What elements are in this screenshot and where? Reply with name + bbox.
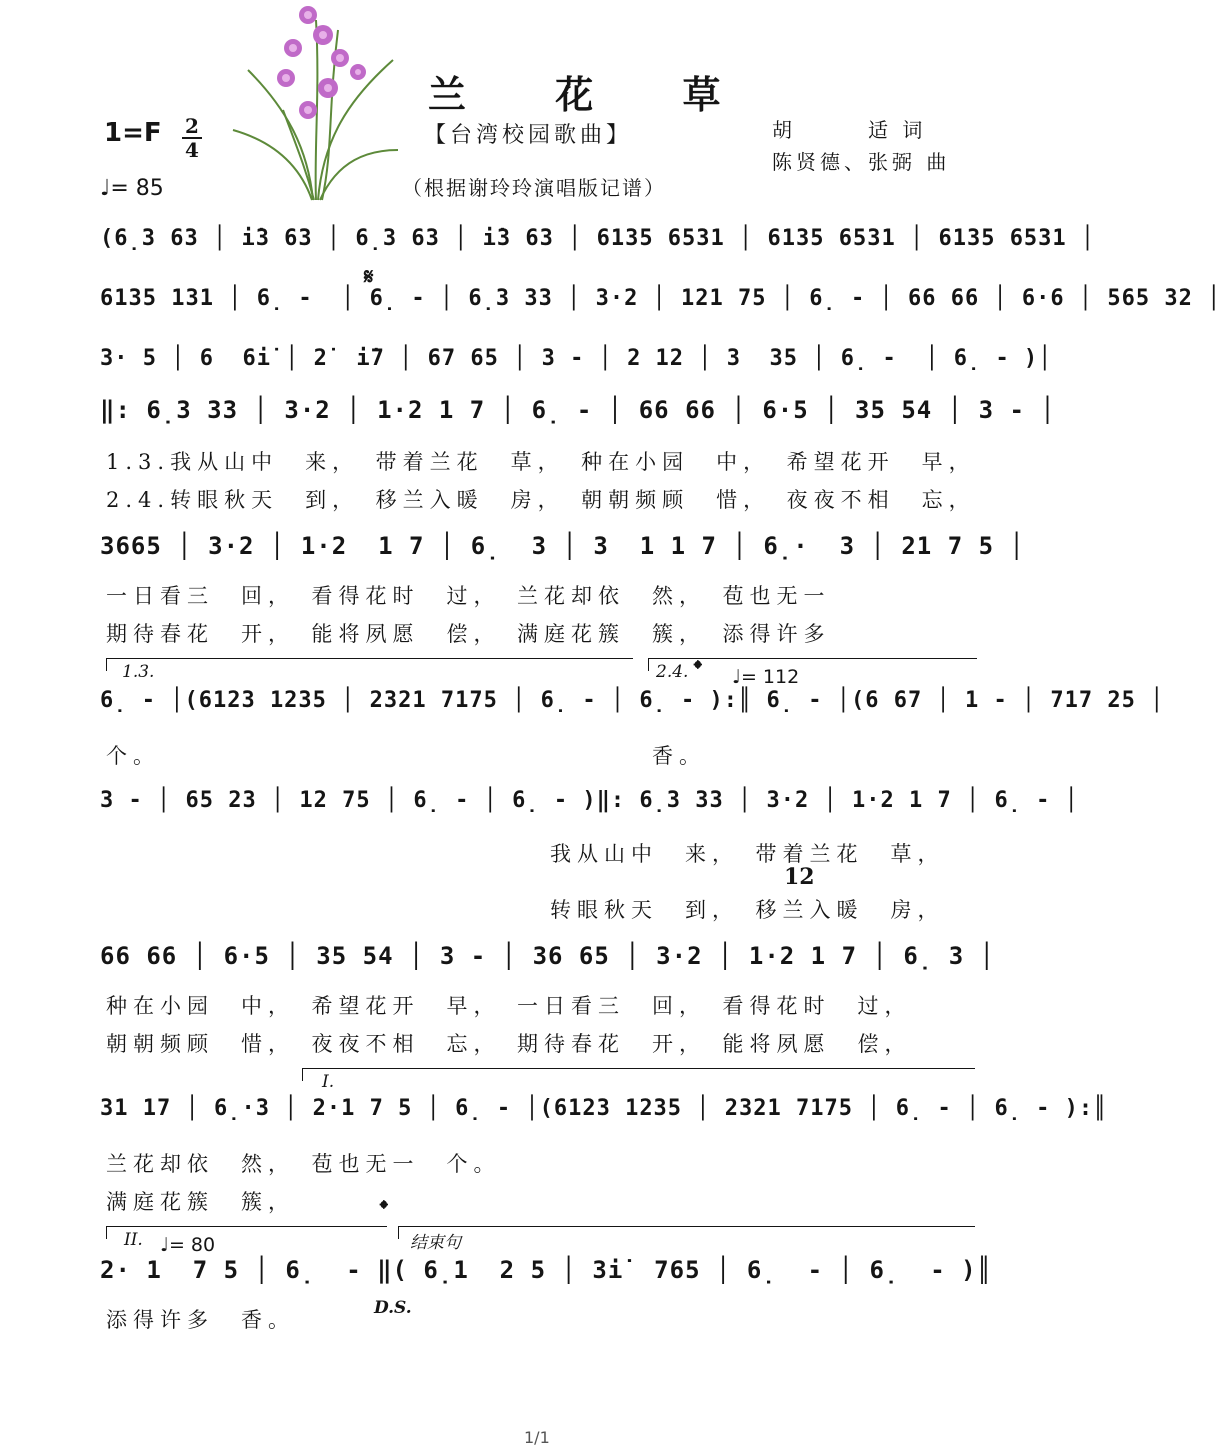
page-number: 1/1 xyxy=(524,1428,550,1447)
tempo-marking: ♩= 85 xyxy=(100,176,164,201)
tempo-change-112: ♩= 112 xyxy=(732,666,800,688)
coda-sign: 𝄌 xyxy=(694,656,702,682)
segno-sign: 𝄋 xyxy=(364,264,374,290)
volta-label-II: II. xyxy=(124,1230,143,1250)
time-signature-bottom: 4 xyxy=(185,138,199,162)
song-title: 兰 花 草 xyxy=(428,72,759,117)
time-signature-top: 2 xyxy=(185,114,199,138)
transcription-note: （根据谢玲玲演唱版记谱） xyxy=(402,176,666,200)
notation-text: 6135 131 │ 6̣ - │ 6̣ - │ 6̣3 33 │ 3·2 │ 121 75 │ 6̣ - │ 66 66 │ 6·6 │ 565 32 │ xyxy=(100,286,1221,311)
lyrics-line-3: 一日看三 回， 看得花时 过， 兰花却依 然， 苞也无一 xyxy=(106,584,831,608)
lyrics-line-10: 朝朝频顾 惜， 夜夜不相 忘， 期待春花 开， 能将夙愿 偿， xyxy=(106,1032,912,1056)
notation-text: (6̣3 63 │ i̇3 63 │ 6̣3 63 │ i̇3 63 │ 6135 6531 │ 6135 6531 │ 6135 6531 │ xyxy=(100,226,1096,251)
lyrics-repeat-1: 我从山中 来， 带着兰花 草， xyxy=(550,842,945,866)
ending-bracket xyxy=(398,1226,975,1239)
tempo-change-80: ♩= 80 xyxy=(160,1234,216,1256)
volta-bracket-II xyxy=(106,1226,387,1239)
volta-label-1: 1.3. xyxy=(122,662,155,682)
ending-label: 结束句 xyxy=(410,1233,461,1253)
lyrics-verse-1: 1.3.我从山中 来， 带着兰花 草， 种在小园 中， 希望花开 早， xyxy=(106,450,976,474)
lyrics-line-4: 期待春花 开， 能将夙愿 偿， 满庭花簇 簇， 添得许多 xyxy=(106,622,831,646)
notation-text: 6̣ - │(6123 1235 │ 2321 7175 │ 6̣ - │ 6̣ - ):║ 6̣ - │(6 67 │ 1 - │ 717 25 │ xyxy=(100,688,1165,713)
notation-text: ‖: 6̣3 33 │ 3·2 │ 1·2 1 7 │ 6̣ - │ 66 66 │ 6·5 │ 35 54 │ 3 - │ xyxy=(100,396,1056,424)
notation-text: 3665 │ 3·2 │ 1·2 1 7 │ 6̣ 3 │ 3 1 1 7 │ 6̣· 3 │ 21 7 5 │ xyxy=(100,532,1025,560)
orchid-flower-image xyxy=(228,0,400,200)
coda-sign-2: 𝄌 xyxy=(380,1196,388,1222)
notation-text: 31 17 │ 6̣·3 │ 2·1 7 5 │ 6̣ - │(6123 1235 │ 2321 7175 │ 6̣ - │ 6̣ - ):║ xyxy=(100,1096,1108,1121)
lyrics-line-12: 满庭花簇 簇， xyxy=(106,1190,295,1214)
key-signature: 1=F xyxy=(104,118,162,148)
dal-segno-mark: D.S. xyxy=(374,1298,412,1318)
composer-credit: 陈贤德、张弼 曲 xyxy=(772,150,951,174)
volta-label-2: 2.4. xyxy=(656,662,689,682)
notation-text: 3· 5 │ 6 6i̇ │ 2̇ i̇7 │ 67 65 │ 3 - │ 2 12 │ 3 35 │ 6̣ - │ 6̣ - )│ xyxy=(100,346,1053,371)
volta-bracket-1 xyxy=(106,658,633,671)
lyrics-line-11: 兰花却依 然， 苞也无一 个。 xyxy=(106,1152,501,1176)
time-signature xyxy=(182,116,202,160)
lyrics-ending-1: 个。 xyxy=(106,744,160,768)
volta-bracket-I xyxy=(302,1068,975,1081)
notation-text: 2· 1 7 5 │ 6̣ - ‖( 6̣1 2 5 │ 3i̇ 765 │ 6̣ - │ 6̣ - )║ xyxy=(100,1256,993,1284)
lyrics-line-9: 种在小园 中， 希望花开 早， 一日看三 回， 看得花时 过， xyxy=(106,994,912,1018)
lyrics-verse-2: 2.4.转眼秋天 到， 移兰入暖 房， 朝朝频顾 惜， 夜夜不相 忘， xyxy=(106,488,976,512)
alt-notes-12: 12 xyxy=(784,864,815,890)
lyrics-repeat-2: 转眼秋天 到， 移兰入暖 房， xyxy=(550,898,945,922)
volta-label-I: I. xyxy=(322,1072,335,1092)
song-subtitle: 【台湾校园歌曲】 xyxy=(424,123,633,148)
lyrics-final: 添得许多 香。 xyxy=(106,1308,295,1332)
lyricist-credit: 胡 适 词 xyxy=(772,118,927,142)
notation-text: 66 66 │ 6·5 │ 35 54 │ 3 - │ 36 65 │ 3·2 │ 1·2 1 7 │ 6̣ 3 │ xyxy=(100,942,996,970)
lyrics-ending-2: 香。 xyxy=(652,744,706,768)
notation-text: 3 - │ 65 23 │ 12 75 │ 6̣ - │ 6̣ - )‖: 6̣3 33 │ 3·2 │ 1·2 1 7 │ 6̣ - │ xyxy=(100,788,1079,813)
